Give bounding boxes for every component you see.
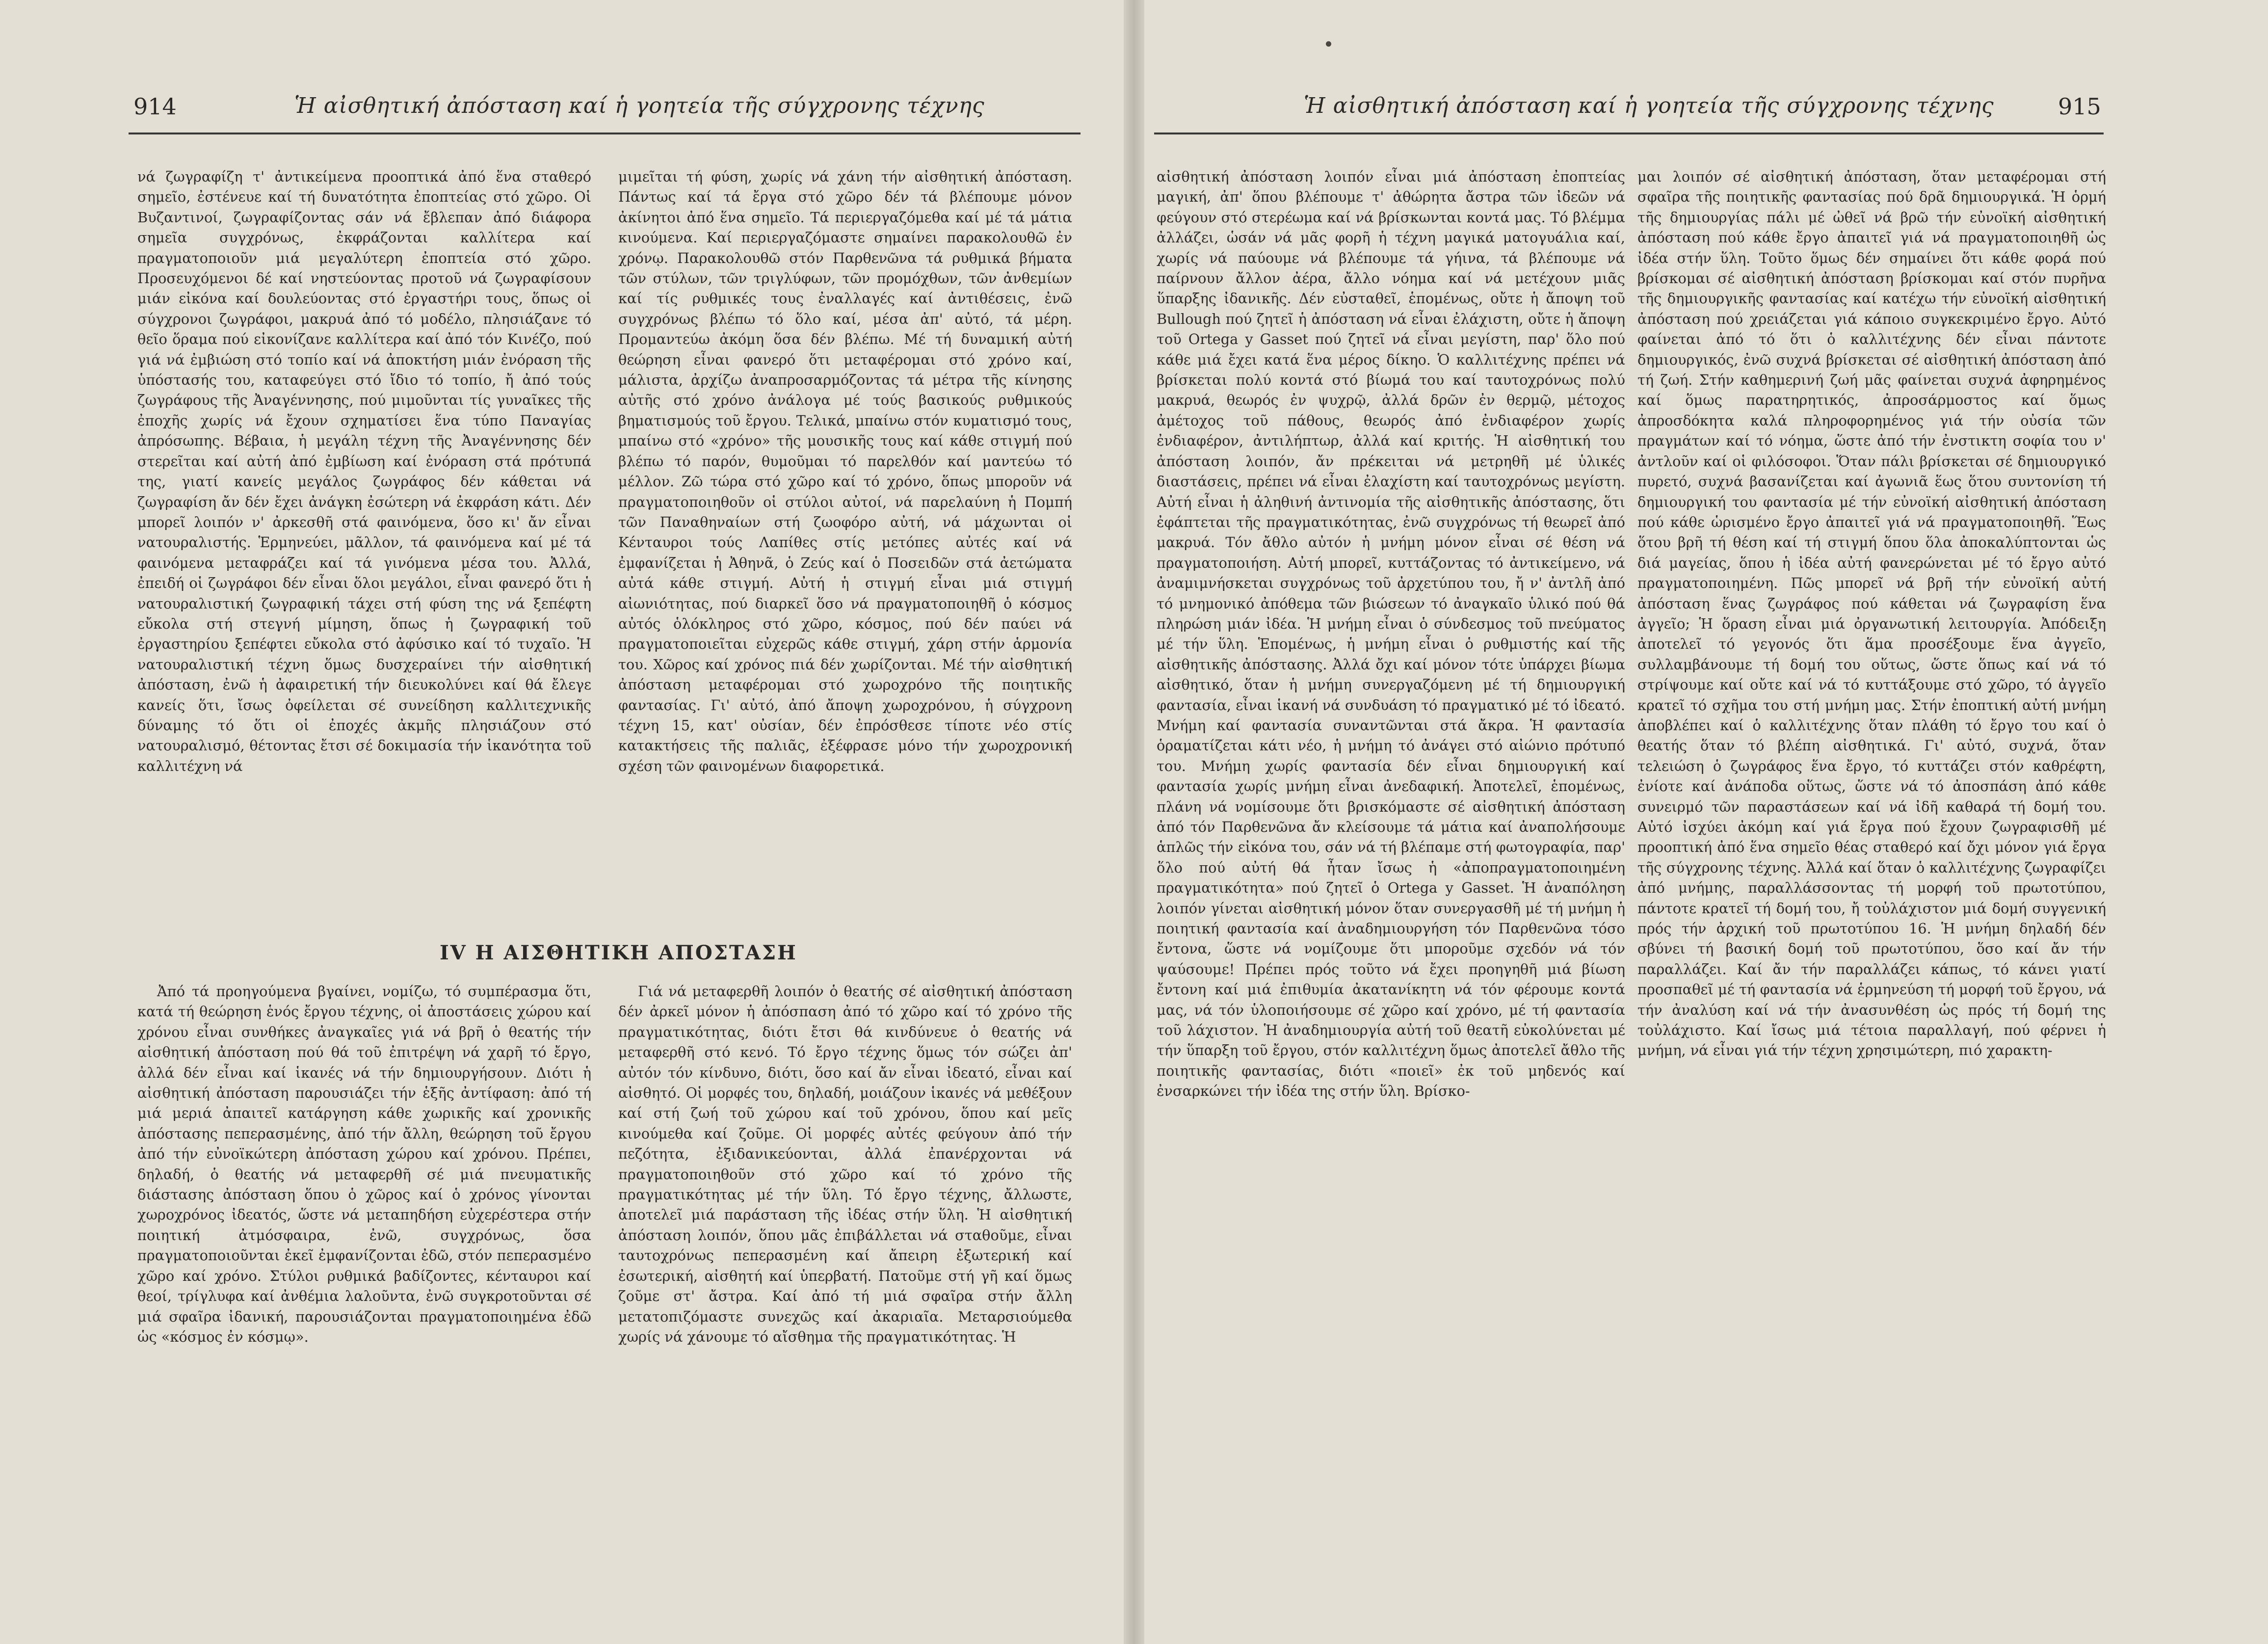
left-page [0, 0, 1124, 1644]
right-page [1144, 0, 2268, 1644]
left-column-1-text: νά ζωγραφίζη τ' ἀντικείμενα προοπτικά ἀπό ἕνα σταθερό σημεῖο, ἐστένευε καί τή δυνατότητα ἐποπτείας στό χῶρο. Οἱ Βυζαντινοί, ζωγραφίζοντας σάν νά ἔβλεπαν ἀπό διάφορα σημεῖα συγχρόνως, ἐκφράζονται καλλίτερα καί πραγματοποιοῦν μιά μεγαλύτερη ἐποπτεία στό χῶρο. Προσευχόμενοι δέ καί νηστεύοντας προτοῦ νά ζωγραφίσουν μιάν εἰκόνα καί δουλεύοντας στό ἐργαστήρι τους, ὅπως οἱ σύγχρονοι ζωγράφοι, μακρυά ἀπό τό μοδέλο, πλησιάζανε τό θεῖο ὅραμα πού εἰκονίζανε καλλίτερα καί ἀπό τόν Κινέζο, πού γιά νά ἐμβιώση στό τοπίο καί νά ἀποκτήση μιάν ἐνόραση τῆς ὑπόστασής του, καταφεύγει στό ἴδιο τό τοπίο, ἤ ἀπό τούς ζωγράφους τῆς Ἀναγέννησης, πού μιμοῦνται τίς γυναῖκες τῆς ἐποχῆς χωρίς νά ἔχουν σχηματίσει ἕνα τύπο Παναγίας ἀπρόσωπης. Βέβαια, ἡ μεγάλη τέχνη τῆς Ἀναγέννησης δέν στερεῖται καί αὐτή ἀπό ἐμβίωση καί ἐνόραση στά πρότυπά της, γιατί κανείς μεγάλος ζωγράφος δέν κάθεται νά ζωγραφίση ἄν δέν ἔχει ἀνάγκη ἐσώτερη νά ἐκφράση κάτι. Δέν μπορεῖ λοιπόν ν' ἀρκεσθῆ στά φαινόμενα, ὅσο κι' ἄν εἶναι νατουραλιστής. Ἑρμηνεύει, μᾶλλον, τά φαινόμενα καί μέ τά φαινόμενα μεταφράζει καί τά γινόμενα μέσα του. Ἀλλά, ἐπειδή οἱ ζωγράφοι δέν εἶναι ὅλοι μεγάλοι, εἶναι φανερό ὅτι ἡ νατουραλιστική ζωγραφική τάχει στή φύση της νά ξεπέφτη εὔκολα στή στεγνή μίμηση, ὅπως ἡ ζωγραφική τοῦ ἐργαστηρίου ξεπέφτει εὔκολα στό ἀφύσικο καί τό τυχαῖο. Ἡ νατουραλιστική τέχνη ὅμως δυσχεραίνει τήν αἰσθητική ἀπόσταση, ἐνῶ ἡ ἀφαιρετική τήν διευκολύνει καί θά ἔλεγε κανείς ὅτι, ἴσως ὀφείλεται σέ συνείδηση καλλιτεχνικῆς δύναμης τό ὅτι οἱ ἐποχές ἀκμῆς πλησιάζουν στό νατουραλισμό, θέτοντας ἔτσι σέ δοκιμασία τήν ἱκανότητα τοῦ καλλιτέχνη νά [137, 168, 591, 774]
left-column-2 [618, 167, 1072, 937]
left-column-2-text: μιμεῖται τή φύση, χωρίς νά χάνη τήν αἰσθητική ἀπόσταση. Πάντως καί τά ἔργα στό χῶρο δέν τά βλέπουμε μόνον ἀκίνητοι ἀπό ἕνα σημεῖο. Τά περιεργαζόμεθα καί μέ τά μάτια κινούμενα. Καί περιεργαζόμαστε σημαίνει παρακολουθῶ ἐν χρόνῳ. Παρακολουθῶ στόν Παρθενῶνα τά ρυθμικά βήματα τῶν στύλων, τῶν τριγλύφων, τῶν προμόχθων, τῶν ἀνθεμίων καί τίς ρυθμικές τους ἐναλλαγές καί ἀντιθέσεις, ἐνῶ συγχρόνως βλέπω τό ὅλο καί, μέσα ἀπ' αὐτό, τά μέρη. Προμαντεύω ἀκόμη ὅσα δέν βλέπω. Μέ τή δυναμική αὐτή θεώρηση εἶναι φανερό ὅτι μεταφέρομαι στό χρόνο καί, μάλιστα, ἀρχίζω ἀναπροσαρμόζοντας τά μέτρα τῆς κίνησης αὐτῆς στό χρόνο ἀνάλογα μέ τούς βασικούς ρυθμικούς βηματισμούς τοῦ ἔργου. Τελικά, μπαίνω στόν κυματισμό τους, μπαίνω στό «χρόνο» τῆς μουσικῆς τους καί κάθε στιγμή πού βλέπω τό παρόν, θυμοῦμαι τό παρελθόν καί μαντεύω τό μέλλον. Ζῶ τώρα στό χῶρο καί τό χρόνο, ὅπως μποροῦν νά πραγματοποιηθοῦν οἱ στύλοι αὐτοί, νά παρελαύνη ἡ Πομπή τῶν Παναθηναίων στή ζωοφόρο αὐτή, νά μάχωνται οἱ Κένταυροι τούς Λαπίθες στίς μετόπες αὐτές καί νά ἐμφανίζεται ἡ Ἀθηνᾶ, ὁ Ζεύς καί ὁ Ποσειδῶν στά ἀετώματα αὐτά κάθε στιγμή. Αὐτή ἡ στιγμή εἶναι μιά στιγμή αἰωνιότητας, πού διαρκεῖ ὅσο νά πραγματοποιηθῆ ὁ κόσμος αὐτός ὁλόκληρος στό χῶρο, κόσμος, πού δέν παύει νά πραγματοποιεῖται εὐχερῶς κάθε στιγμή, χάρη στήν ἁρμονία του. Χῶρος καί χρόνος πιά δέν χωρίζονται. Μέ τήν αἰσθητική ἀπόσταση μεταφέρομαι στό χωροχρόνο τῆς ποιητικῆς φαντασίας. Γι' αὐτό, ἀπό ἄποψη χωροχρόνου, ἡ σύγχρονη τέχνη 15, κατ' οὐσίαν, δέν ἐπρόσθεσε τίποτε νέο στίς κατακτήσεις τῆς παλιᾶς, ἐξέφρασε μόνο τήν χωροχρονική σχέση τῶν φαινομένων διαφορετικά. [618, 168, 1072, 774]
right-column-2 [1637, 167, 2106, 1455]
right-running-head: Ἡ αἰσθητική ἀπόσταση καί ἡ γοητεία τῆς σύγχρονης τέχνης [1304, 93, 1994, 118]
left-running-head: Ἡ αἰσθητική ἀπόσταση καί ἡ γοητεία τῆς σύγχρονης τέχνης [294, 93, 985, 118]
section-heading: IV Η ΑΙΣΘΗΤΙΚΗ ΑΠΟΣΤΑΣΗ [440, 941, 797, 964]
right-page-number: 915 [2058, 93, 2101, 120]
right-column-1 [1157, 167, 1625, 1455]
book-gutter [1124, 0, 1144, 1644]
print-speck [1326, 41, 1331, 47]
left-header-rule [129, 133, 1081, 134]
left-column-4 [618, 981, 1072, 1453]
left-column-4-text: Γιά νά μεταφερθῆ λοιπόν ὁ θεατής σέ αἰσθητική ἀπόσταση δέν ἀρκεῖ μόνον ἡ ἀπόσπαση ἀπό τό χῶρο καί τό χρόνο τῆς πραγματικότητας, διότι ἔτσι θά κινδύνευε ὁ θεατής νά μεταφερθῆ στό κενό. Τό ἔργο τέχνης ὅμως τόν σώζει ἀπ' αὐτόν τόν κίνδυνο, διότι, ὅσο καί ἄν εἶναι ἰδεατό, εἶναι καί αἰσθητό. Οἱ μορφές του, δηλαδή, μοιάζουν ἱκανές νά μεθέξουν καί στή ζωή τοῦ χώρου καί τοῦ χρόνου, ὅπου καί μεῖς κινούμεθα καί ζοῦμε. Οἱ μορφές αὐτές φεύγουν ἀπό τήν πεζότητα, ἐξιδανικεύονται, ἀλλά ἐπανέρχονται νά πραγματοποιηθοῦν στό χῶρο καί τό χρόνο τῆς πραγματικότητας μέ τήν ὕλη. Τό ἔργο τέχνης, ἄλλωστε, ἀποτελεῖ μιά παράσταση τῆς ἰδέας στήν ὕλη. Ἡ αἰσθητική ἀπόσταση λοιπόν, ὅπου μᾶς ἐπιβάλλεται νά σταθοῦμε, εἶναι ταυτοχρόνως πεπερασμένη καί ἄπειρη ἐξωτερική καί ἐσωτερική, αἰσθητή καί ὑπερβατή. Πατοῦμε στή γῆ καί ὅμως ζοῦμε στ' ἄστρα. Καί ἀπό τή μιά σφαῖρα στήν ἄλλη μετατοπιζόμαστε συνεχῶς καί ἀκαριαῖα. Μεταρσιούμεθα χωρίς νά χάνουμε τό αἴσθημα τῆς πραγματικότητας. Ἡ [618, 983, 1072, 1345]
left-column-1 [137, 167, 591, 937]
left-column-3 [137, 981, 591, 1453]
left-column-3-text: Ἀπό τά προηγούμενα βγαίνει, νομίζω, τό συμπέρασμα ὅτι, κατά τή θεώρηση ἑνός ἔργου τέχνης, οἱ ἀποστάσεις χώρου καί χρόνου εἶναι συνθήκες ἀναγκαῖες γιά νά βρῆ ὁ θεατής τήν αἰσθητική ἀπόσταση πού θά τοῦ ἐπιτρέψη νά χαρῆ τό ἔργο, ἀλλά δέν εἶναι καί ἱκανές νά τήν δημιουργήσουν. Διότι ἡ αἰσθητική ἀπόσταση παρουσιάζει τήν ἑξῆς ἀντίφαση: ἀπό τή μιά μεριά ἀπαιτεῖ κατάργηση κάθε χωρικῆς καί χρονικῆς ἀπόστασης πεπερασμένης, ἀπό τήν ἄλλη, θεώρηση τοῦ ἔργου ἀπό τήν εὐνοϊκώτερη ἀπόσταση χώρου καί χρόνου. Πρέπει, δηλαδή, ὁ θεατής νά μεταφερθῆ σέ μιά πνευματικῆς διάστασης ἀπόσταση ὅπου ὁ χῶρος καί ὁ χρόνος γίνονται χωροχρόνος ἰδεατός, ὥστε νά μεταπηδήση εὐχερέστερα στήν ποιητική ἀτμόσφαιρα, ἐνῶ, συγχρόνως, ὅσα πραγματοποιοῦνται ἐκεῖ ἐμφανίζονται ἐδῶ, στόν πεπερασμένο χῶρο καί χρόνο. Στύλοι ρυθμικά βαδίζοντες, κένταυροι καί θεοί, τρίγλυφα καί ἀνθέμια λαλοῦντα, ἐνῶ συγκροτοῦνται σέ μιά σφαῖρα ἰδανική, παρουσιάζονται πραγματοποιημένα ἐδῶ ὡς «κόσμος ἐν κόσμῳ». [137, 983, 591, 1345]
left-page-number: 914 [133, 93, 177, 120]
right-header-rule [1154, 133, 2104, 134]
right-column-1-text: αἰσθητική ἀπόσταση λοιπόν εἶναι μιά ἀπόσταση ἐποπτείας μαγική, ἀπ' ὅπου βλέπουμε τ' ἀθώρητα ἄστρα τῶν ἰδεῶν νά φεύγουν στό στερέωμα καί νά βρίσκωνται κοντά μας. Τό βλέμμα ἀλλάζει, ὡσάν νά μᾶς φορῆ ἡ τέχνη μαγικά ματογυάλια καί, χωρίς νά παύουμε νά βλέπουμε τά γήινα, τά βλέπουμε νά παίρνουν ἄλλον ἀέρα, ἄλλο νόημα καί νά μετέχουν μιᾶς ὕπαρξης ἰδανικῆς. Δέν εὐσταθεῖ, ἑπομένως, οὔτε ἡ ἄποψη τοῦ Bullough πού ζητεῖ ἡ ἀπόσταση νά εἶναι ἐλάχιστη, οὔτε ἡ ἄποψη τοῦ Ortega y Gasset πού ζητεῖ νά εἶναι μεγίστη, παρ' ὅλο πού κάθε μιά ἔχει κατά ἕνα μέρος δίκηο. Ὁ καλλιτέχνης πρέπει νά βρίσκεται πολύ κοντά στό βίωμά του καί ταυτοχρόνως πολύ μακρυά, θεωρός ἐν ψυχρῷ, ἀλλά δρῶν ἐν θερμῷ, μέτοχος ἀμέτοχος τοῦ πάθους, θεωρός ἀπό ἐνδιαφέρον χωρίς ἐνδιαφέρον, ἀντιλήπτωρ, ἀλλά καί κριτής. Ἡ αἰσθητική του ἀπόσταση λοιπόν, ἄν πρέκειται νά μετρηθῆ μέ ὑλικές διαστάσεις, πρέπει νά εἶναι ἐλαχίστη καί ταυτοχρόνως μεγίστη. Αὐτή εἶναι ἡ ἀληθινή ἀντινομία τῆς αἰσθητικῆς ἀπόστασης, ὅτι ἐφάπτεται τῆς πραγματικότητας, ἐνῶ συγχρόνως τή θεωρεῖ ἀπό μακρυά. Τόν ἄθλο αὐτόν ἡ μνήμη μόνον εἶναι σέ θέση νά πραγματοποιήση. Αὐτή μπορεῖ, κυττάζοντας τό ἀντικείμενο, νά ἀναμιμνήσκεται συγχρόνως τοῦ ἀρχετύπου του, ἤ ν' ἀντλῆ ἀπό τό μνημονικό ἀπόθεμα τῶν βιώσεων τό ἀναγκαῖο ὑλικό πού θά πληρώση μιάν ἰδέα. Ἡ μνήμη εἶναι ὁ σύνδεσμος τοῦ πνεύματος μέ τήν ὕλη. Ἑπομένως, ἡ μνήμη εἶναι ὁ ρυθμιστής καί τῆς αἰσθητικῆς ἀπόστασης. Ἀλλά ὄχι καί μόνον τότε ὑπάρχει βίωμα αἰσθητικό, ὅταν ἡ μνήμη συνεργαζόμενη μέ τή δημιουργική φαντασία, εἶναι ἱκανή νά συνδυάση τό πραγματικό μέ τό ἰδεατό. Μνήμη καί φαντασία συναντῶνται στά ἄκρα. Ἡ φαντασία ὁραματίζεται κάτι νέο, ἡ μνήμη τό ἀνάγει στό αἰώνιο πρότυπό του. Μνήμη χωρίς φαντασία δέν εἶναι δημιουργική καί φαντασία χωρίς μνήμη εἶναι ἀνεδαφική. Ἀποτελεῖ, ἑπομένως, πλάνη νά νομίσουμε ὅτι βρισκόμαστε σέ αἰσθητική ἀπόσταση ἀπό τόν Παρθενῶνα ἄν κλείσουμε τά μάτια καί ἀναπολήσουμε ἁπλῶς τήν εἰκόνα του, σάν νά τή βλέπαμε στή φωτογραφία, παρ' ὅλο πού αὐτή θά ἦταν ἴσως ἡ «ἀποπραγματοποιημένη πραγματικότητα» πού ζητεῖ ὁ Ortega y Gasset. Ἡ ἀναπόληση λοιπόν γίνεται αἰσθητική μόνον ὅταν συνεργασθῆ μέ τή μνήμη ἡ ποιητική φαντασία καί ἀναδημιουργήση τόν Παρθενῶνα τόσο ἔντονα, ὥστε νά νομίζουμε ὅτι μποροῦμε σχεδόν νά τόν ψαύσουμε! Πρέπει πρός τοῦτο νά ἔχει προηγηθῆ μιά βίωση ἔντονη καί μιά ἐπιθυμία ἀκατανίκητη νά τόν φέρουμε κοντά μας, νά τόν ὑλοποιήσουμε σέ χῶρο καί χρόνο, μέ τή φαντασία τοῦ λάχιστον. Ἡ ἀναδημιουργία αὐτή τοῦ θεατῆ εὐκολύνεται μέ τήν ὕπαρξη τοῦ ἔργου, στόν καλλιτέχνη ὅμως ἀποτελεῖ ἄθλο τῆς ποιητικῆς φαντασίας, διότι «ποιεῖ» ἐκ τοῦ μηδενός καί ἐνσαρκώνει τήν ἰδέα της στήν ὕλη. Βρίσκο- [1157, 168, 1625, 1100]
right-column-2-text: μαι λοιπόν σέ αἰσθητική ἀπόσταση, ὅταν μεταφέρομαι στή σφαῖρα τῆς ποιητικῆς φαντασίας πού δρᾶ δημιουργικά. Ἡ ὁρμή τῆς δημιουργίας πάλι μέ ὠθεῖ νά βρῶ τήν εὐνοϊκή αἰσθητική ἀπόσταση πού κάθε ἔργο ἀπαιτεῖ γιά νά πραγματοποιηθῆ ὡς ἰδέα στήν ὕλη. Τοῦτο ὅμως δέν σημαίνει ὅτι κάθε φορά πού βρίσκομαι σέ αἰσθητική ἀπόσταση βρίσκομαι καί στόν πυρῆνα τῆς δημιουργικῆς φαντασίας καί κατέχω τήν εὐνοϊκή αἰσθητική ἀπόσταση πού χρειάζεται γιά κάποιο συγκεκριμένο ἔργο. Αὐτό φαίνεται ἀπό τό ὅτι ὁ καλλιτέχνης δέν εἶναι πάντοτε δημιουργικός, ἐνῶ συχνά βρίσκεται σέ αἰσθητική ἀπόσταση ἀπό τή ζωή. Στήν καθημερινή ζωή μᾶς φαίνεται συχνά ἀφηρημένος καί ὅμως παρατηρητικός, ἀπροσάρμοστος καί ὅμως ἀπροσδόκητα καλά πληροφορημένος γιά τήν οὐσία τῶν πραγμάτων καί τό νόημα, ὥστε ἀπό τήν ἐνστικτη σοφία του ν' ἀντλοῦν καί οἱ φιλόσοφοι. Ὅταν πάλι βρίσκεται σέ δημιουργικό πυρετό, συχνά βασανίζεται καί ἀγωνιᾶ ἕως ὅτου συντονίση τή δημιουργική του φαντασία μέ τήν εὐνοϊκή αἰσθητική ἀπόσταση πού κάθε ὡρισμένο ἔργο ἀπαιτεῖ γιά νά πραγματοποιηθῆ. Ἕως ὅτου βρῆ τή θέση καί τή στιγμή ὅπου ὅλα ἀποκαλύπτονται ὡς διά μαγείας, ὅπου ἡ ἰδέα αὐτή φανερώνεται μέ τό ἔργο αὐτό πραγματοποιημένη. Πῶς μπορεῖ νά βρῆ τήν εὐνοϊκή αὐτή ἀπόσταση ἕνας ζωγράφος πού κάθεται νά ζωγραφίση ἕνα ἀγγεῖο; Ἡ ὅραση εἶναι μιά ὀργανωτική λειτουργία. Ἀπόδειξη ἀποτελεῖ τό γεγονός ὅτι ἅμα προσέξουμε ἕνα ἀγγεῖο, συλλαμβάνουμε τή δομή του οὕτως, ὥστε ὅπως καί νά τό στρίψουμε καί οὔτε καί νά τό κυττάξουμε στό χῶρο, τό ἀγγεῖο κρατεῖ τό σχῆμα του στή μνήμη μας. Στήν ἐποπτική αὐτή μνήμη ἀποβλέπει καί ὁ καλλιτέχνης ὅταν πλάθη τό ἔργο του καί ὁ θεατής ὅταν τό βλέπη αἰσθητικά. Γι' αὐτό, συχνά, ὅταν τελειώση ὁ ζωγράφος ἕνα ἔργο, τό κυττάζει στόν καθρέφτη, ἐνίοτε καί ἀνάποδα οὕτως, ὥστε νά τό ἀποσπάση ἀπό κάθε συνειρμό τῶν παραστάσεων καί νά ἰδῆ καθαρά τή δομή του. Αὐτό ἰσχύει ἀκόμη καί γιά ἔργα πού ἔχουν ζωγραφισθῆ μέ προοπτική ἀπό ἕνα σημεῖο θέας σταθερό καί ὄχι μόνον γιά ἔργα τῆς σύγχρονης τέχνης. Ἀλλά καί ὅταν ὁ καλλιτέχνης ζωγραφίζει ἀπό μνήμης, παραλλάσσοντας τή μορφή τοῦ πρωτοτύπου, πάντοτε κρατεῖ τή δομή του, ἤ τοὐλάχιστον μιά δομή συγγενική πρός τήν ἀρχική τοῦ πρωτοτύπου 16. Ἡ μνήμη δηλαδή δέν σβύνει τή βασική δομή τοῦ πρωτοτύπου, ὅσο καί ἄν τήν παραλλάζει. Καί ἄν τήν παραλλάζει κάπως, τό κάνει γιατί προσπαθεῖ μέ τή φαντασία νά ἑρμηνεύση τή μορφή τοῦ ἔργου, νά τήν ἀναλύση καί νά τήν ἀνασυνθέση ὡς πρός τή δομή της τοὐλάχιστο. Καί ἴσως μιά τέτοια παραλλαγή, πού φέρνει ἡ μνήμη, νά εἶναι γιά τήν τέχνη χρησιμώτερη, πιό χαρακτη- [1637, 168, 2106, 1059]
